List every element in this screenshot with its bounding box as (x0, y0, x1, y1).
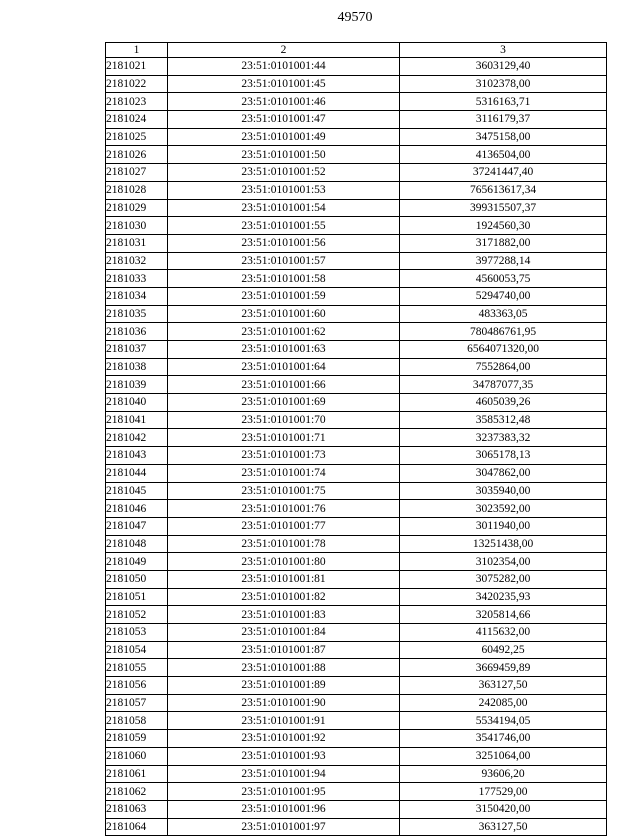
row-number-cell: 2181046 (106, 500, 168, 518)
cadastral-value-cell: 780486761,95 (400, 323, 607, 341)
row-number-cell: 2181032 (106, 252, 168, 270)
cadastral-value-cell: 765613617,34 (400, 181, 607, 199)
cadastral-value-cell: 3475158,00 (400, 128, 607, 146)
table-row (106, 712, 607, 730)
cadastral-value-table (105, 42, 607, 836)
table-body (106, 58, 607, 836)
cadastral-number-cell: 23:51:0101001:45 (168, 75, 400, 93)
cadastral-value-cell: 3065178,13 (400, 447, 607, 465)
cadastral-value-cell: 3011940,00 (400, 517, 607, 535)
cadastral-number-cell: 23:51:0101001:56 (168, 234, 400, 252)
table-row (106, 394, 607, 412)
table-row (106, 305, 607, 323)
cadastral-value-cell: 5294740,00 (400, 287, 607, 305)
table-row (106, 482, 607, 500)
table-row (106, 376, 607, 394)
table-row (106, 58, 607, 76)
cadastral-value-cell: 34787077,35 (400, 376, 607, 394)
cadastral-value-cell: 3150420,00 (400, 800, 607, 818)
column-header-1: 1 (106, 43, 168, 58)
row-number-cell: 2181021 (106, 58, 168, 76)
cadastral-number-cell: 23:51:0101001:71 (168, 429, 400, 447)
column-header-3: 3 (400, 43, 607, 58)
row-number-cell: 2181045 (106, 482, 168, 500)
table-row (106, 181, 607, 199)
cadastral-number-cell: 23:51:0101001:77 (168, 517, 400, 535)
cadastral-number-cell: 23:51:0101001:54 (168, 199, 400, 217)
row-number-cell: 2181030 (106, 217, 168, 235)
row-number-cell: 2181053 (106, 624, 168, 642)
column-header-2: 2 (168, 43, 400, 58)
table-row (106, 588, 607, 606)
cadastral-number-cell: 23:51:0101001:64 (168, 358, 400, 376)
row-number-cell: 2181055 (106, 659, 168, 677)
table-row (106, 464, 607, 482)
cadastral-value-cell: 242085,00 (400, 694, 607, 712)
cadastral-value-cell: 3205814,66 (400, 606, 607, 624)
cadastral-value-cell: 1924560,30 (400, 217, 607, 235)
cadastral-number-cell: 23:51:0101001:44 (168, 58, 400, 76)
table-row (106, 500, 607, 518)
row-number-cell: 2181062 (106, 783, 168, 801)
cadastral-number-cell: 23:51:0101001:50 (168, 146, 400, 164)
cadastral-number-cell: 23:51:0101001:70 (168, 411, 400, 429)
cadastral-value-cell: 3035940,00 (400, 482, 607, 500)
cadastral-number-cell: 23:51:0101001:84 (168, 624, 400, 642)
cadastral-value-cell: 5316163,71 (400, 93, 607, 111)
table-row (106, 358, 607, 376)
cadastral-value-cell: 3075282,00 (400, 570, 607, 588)
cadastral-number-cell: 23:51:0101001:76 (168, 500, 400, 518)
cadastral-value-cell: 3023592,00 (400, 500, 607, 518)
row-number-cell: 2181024 (106, 111, 168, 129)
cadastral-value-cell: 3669459,89 (400, 659, 607, 677)
table-row (106, 270, 607, 288)
cadastral-value-cell: 4605039,26 (400, 394, 607, 412)
row-number-cell: 2181026 (106, 146, 168, 164)
table-row (106, 429, 607, 447)
table-row (106, 234, 607, 252)
row-number-cell: 2181044 (106, 464, 168, 482)
table-row (106, 677, 607, 695)
table-row (106, 641, 607, 659)
table-row (106, 694, 607, 712)
table-row (106, 624, 607, 642)
cadastral-number-cell: 23:51:0101001:58 (168, 270, 400, 288)
cadastral-value-cell: 399315507,37 (400, 199, 607, 217)
row-number-cell: 2181063 (106, 800, 168, 818)
cadastral-number-cell: 23:51:0101001:53 (168, 181, 400, 199)
row-number-cell: 2181052 (106, 606, 168, 624)
row-number-cell: 2181035 (106, 305, 168, 323)
cadastral-number-cell: 23:51:0101001:74 (168, 464, 400, 482)
cadastral-number-cell: 23:51:0101001:96 (168, 800, 400, 818)
table-row (106, 800, 607, 818)
cadastral-number-cell: 23:51:0101001:78 (168, 535, 400, 553)
cadastral-number-cell: 23:51:0101001:81 (168, 570, 400, 588)
cadastral-value-cell: 363127,50 (400, 818, 607, 836)
row-number-cell: 2181051 (106, 588, 168, 606)
table-row (106, 517, 607, 535)
row-number-cell: 2181059 (106, 730, 168, 748)
cadastral-value-cell: 5534194,05 (400, 712, 607, 730)
cadastral-value-cell: 3237383,32 (400, 429, 607, 447)
page-number: 49570 (337, 10, 373, 25)
cadastral-number-cell: 23:51:0101001:91 (168, 712, 400, 730)
cadastral-number-cell: 23:51:0101001:52 (168, 164, 400, 182)
table-header (106, 43, 607, 58)
cadastral-number-cell: 23:51:0101001:82 (168, 588, 400, 606)
row-number-cell: 2181043 (106, 447, 168, 465)
cadastral-value-cell: 363127,50 (400, 677, 607, 695)
cadastral-value-cell: 3541746,00 (400, 730, 607, 748)
cadastral-value-cell: 13251438,00 (400, 535, 607, 553)
table-row (106, 570, 607, 588)
table-row (106, 553, 607, 571)
table-row (106, 783, 607, 801)
cadastral-value-cell: 3102354,00 (400, 553, 607, 571)
row-number-cell: 2181023 (106, 93, 168, 111)
table-row (106, 818, 607, 836)
row-number-cell: 2181033 (106, 270, 168, 288)
table-row (106, 111, 607, 129)
cadastral-value-cell: 3251064,00 (400, 747, 607, 765)
row-number-cell: 2181064 (106, 818, 168, 836)
cadastral-number-cell: 23:51:0101001:80 (168, 553, 400, 571)
row-number-cell: 2181054 (106, 641, 168, 659)
table-row (106, 730, 607, 748)
row-number-cell: 2181027 (106, 164, 168, 182)
cadastral-value-cell: 6564071320,00 (400, 341, 607, 359)
cadastral-number-cell: 23:51:0101001:88 (168, 659, 400, 677)
cadastral-number-cell: 23:51:0101001:49 (168, 128, 400, 146)
row-number-cell: 2181058 (106, 712, 168, 730)
table-row (106, 765, 607, 783)
table-row (106, 199, 607, 217)
cadastral-value-cell: 4115632,00 (400, 624, 607, 642)
table-row (106, 659, 607, 677)
table-row (106, 252, 607, 270)
cadastral-value-cell: 7552864,00 (400, 358, 607, 376)
cadastral-value-cell: 3047862,00 (400, 464, 607, 482)
row-number-cell: 2181037 (106, 341, 168, 359)
row-number-cell: 2181038 (106, 358, 168, 376)
table-row (106, 606, 607, 624)
table-row (106, 411, 607, 429)
row-number-cell: 2181047 (106, 517, 168, 535)
cadastral-number-cell: 23:51:0101001:83 (168, 606, 400, 624)
table-row (106, 146, 607, 164)
table-row (106, 323, 607, 341)
cadastral-number-cell: 23:51:0101001:73 (168, 447, 400, 465)
cadastral-number-cell: 23:51:0101001:94 (168, 765, 400, 783)
table-row (106, 93, 607, 111)
cadastral-number-cell: 23:51:0101001:87 (168, 641, 400, 659)
row-number-cell: 2181022 (106, 75, 168, 93)
cadastral-number-cell: 23:51:0101001:89 (168, 677, 400, 695)
row-number-cell: 2181050 (106, 570, 168, 588)
cadastral-value-cell: 177529,00 (400, 783, 607, 801)
row-number-cell: 2181029 (106, 199, 168, 217)
row-number-cell: 2181025 (106, 128, 168, 146)
row-number-cell: 2181056 (106, 677, 168, 695)
cadastral-number-cell: 23:51:0101001:90 (168, 694, 400, 712)
cadastral-number-cell: 23:51:0101001:66 (168, 376, 400, 394)
cadastral-number-cell: 23:51:0101001:57 (168, 252, 400, 270)
cadastral-value-cell: 3171882,00 (400, 234, 607, 252)
table-row (106, 747, 607, 765)
table-row (106, 128, 607, 146)
cadastral-number-cell: 23:51:0101001:46 (168, 93, 400, 111)
row-number-cell: 2181040 (106, 394, 168, 412)
cadastral-number-cell: 23:51:0101001:92 (168, 730, 400, 748)
cadastral-number-cell: 23:51:0101001:47 (168, 111, 400, 129)
cadastral-value-cell: 37241447,40 (400, 164, 607, 182)
cadastral-value-cell: 3420235,93 (400, 588, 607, 606)
cadastral-value-cell: 4560053,75 (400, 270, 607, 288)
cadastral-number-cell: 23:51:0101001:97 (168, 818, 400, 836)
cadastral-number-cell: 23:51:0101001:59 (168, 287, 400, 305)
cadastral-number-cell: 23:51:0101001:95 (168, 783, 400, 801)
row-number-cell: 2181034 (106, 287, 168, 305)
row-number-cell: 2181036 (106, 323, 168, 341)
row-number-cell: 2181031 (106, 234, 168, 252)
cadastral-value-cell: 3116179,37 (400, 111, 607, 129)
cadastral-value-cell: 3585312,48 (400, 411, 607, 429)
row-number-cell: 2181061 (106, 765, 168, 783)
row-number-cell: 2181060 (106, 747, 168, 765)
cadastral-value-cell: 93606,20 (400, 765, 607, 783)
cadastral-number-cell: 23:51:0101001:63 (168, 341, 400, 359)
cadastral-number-cell: 23:51:0101001:69 (168, 394, 400, 412)
cadastral-number-cell: 23:51:0101001:55 (168, 217, 400, 235)
table-row (106, 447, 607, 465)
row-number-cell: 2181042 (106, 429, 168, 447)
table-row (106, 535, 607, 553)
cadastral-value-cell: 3603129,40 (400, 58, 607, 76)
cadastral-number-cell: 23:51:0101001:75 (168, 482, 400, 500)
table-row (106, 287, 607, 305)
row-number-cell: 2181049 (106, 553, 168, 571)
row-number-cell: 2181039 (106, 376, 168, 394)
table-row (106, 164, 607, 182)
cadastral-value-cell: 483363,05 (400, 305, 607, 323)
row-number-cell: 2181041 (106, 411, 168, 429)
cadastral-number-cell: 23:51:0101001:93 (168, 747, 400, 765)
table-row (106, 341, 607, 359)
cadastral-value-cell: 4136504,00 (400, 146, 607, 164)
table-row (106, 217, 607, 235)
cadastral-number-cell: 23:51:0101001:60 (168, 305, 400, 323)
row-number-cell: 2181057 (106, 694, 168, 712)
cadastral-value-cell: 60492,25 (400, 641, 607, 659)
cadastral-value-cell: 3977288,14 (400, 252, 607, 270)
cadastral-number-cell: 23:51:0101001:62 (168, 323, 400, 341)
table-row (106, 75, 607, 93)
row-number-cell: 2181028 (106, 181, 168, 199)
cadastral-value-cell: 3102378,00 (400, 75, 607, 93)
header-row (106, 43, 607, 58)
row-number-cell: 2181048 (106, 535, 168, 553)
